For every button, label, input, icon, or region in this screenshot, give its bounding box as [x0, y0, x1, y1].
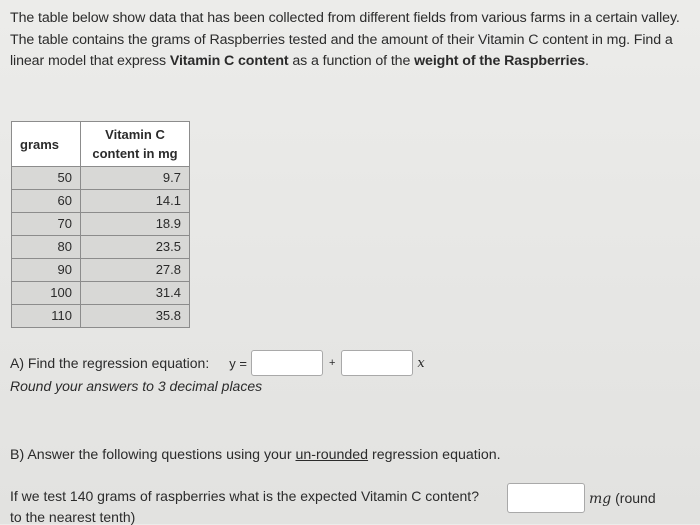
cell-vitamin-c: 18.9: [81, 213, 190, 236]
header-vitamin-c: [81, 122, 190, 167]
cell-grams: 100: [12, 282, 81, 305]
part-b-prompt: [10, 447, 501, 463]
problem-intro: [10, 8, 685, 73]
intro-text-3: .: [585, 53, 589, 69]
part-b-suffix: regression equation.: [368, 447, 501, 463]
regression-equation-row: [10, 350, 425, 376]
table-row: [12, 305, 190, 328]
intro-bold-vitamin: Vitamin C content: [169, 53, 289, 69]
table-row: [12, 167, 190, 190]
cell-grams: 80: [12, 236, 81, 259]
table-row: [12, 236, 190, 259]
cell-grams: 50: [12, 167, 81, 190]
unit-suffix: (round: [611, 490, 656, 506]
table-header-row: [12, 122, 190, 167]
cell-grams: 110: [12, 305, 81, 328]
intercept-input[interactable]: [251, 350, 323, 376]
part-a-prompt: A) Find the regression equation:: [10, 355, 210, 371]
cell-vitamin-c: 31.4: [81, 282, 190, 305]
intro-text-2: as a function of the: [288, 53, 415, 69]
question-140-grams: If we test 140 grams of raspberries what is the expected Vitamin C content?: [10, 488, 479, 504]
cell-grams: 90: [12, 259, 81, 282]
unit-label: [589, 490, 656, 507]
round-note-a: Round your answers to 3 decimal places: [10, 378, 263, 394]
cell-vitamin-c: 27.8: [81, 259, 190, 282]
table-row: [12, 213, 190, 236]
header-vitamin-c-line2: content in mg: [92, 146, 178, 161]
intro-bold-weight: weight of the Raspberries: [414, 53, 586, 69]
table-row: [12, 282, 190, 305]
data-table: [11, 121, 190, 328]
unit-mg: mg: [589, 491, 612, 507]
cell-vitamin-c: 35.8: [81, 305, 190, 328]
cell-grams: 60: [12, 190, 81, 213]
vitamin-c-answer-input[interactable]: [507, 483, 585, 513]
plus-sign: +: [328, 357, 336, 369]
intro-text-1: The table below show data that has been collected from different fields from various farms in a certain valley. The table contains the grams of Raspberries tested and the amount of their Vitamin C content in mg. Find a linear model that express: [10, 10, 680, 69]
table-row: [12, 190, 190, 213]
cell-vitamin-c: 14.1: [81, 190, 190, 213]
header-vitamin-c-line1: Vitamin C: [105, 127, 165, 142]
part-b-prefix: B) Answer the following questions using your: [10, 447, 296, 463]
slope-input[interactable]: [341, 350, 413, 376]
cell-grams: 70: [12, 213, 81, 236]
part-b-underlined: un-rounded: [295, 447, 369, 463]
y-equals-label: y =: [229, 355, 247, 371]
cell-vitamin-c: 9.7: [81, 167, 190, 190]
header-grams: grams: [12, 122, 81, 167]
round-note-b: to the nearest tenth): [10, 509, 136, 525]
table-row: [12, 259, 190, 282]
x-variable: x: [417, 355, 425, 371]
cell-vitamin-c: 23.5: [81, 236, 190, 259]
